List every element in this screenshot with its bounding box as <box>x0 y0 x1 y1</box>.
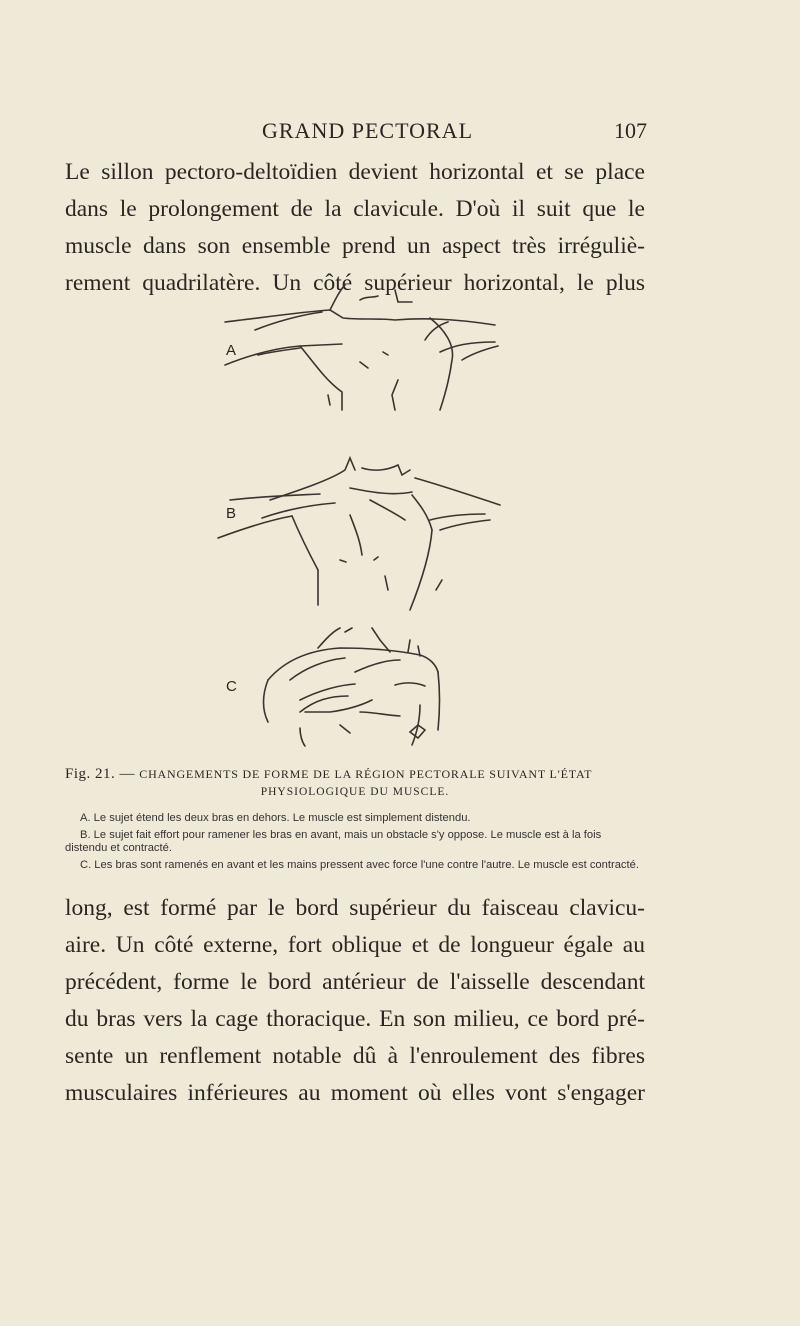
text-line: sente un renflement notable dû à l'enroulement des fibres <box>65 1043 645 1069</box>
text-line: aire. Un côté externe, fort oblique et de longueur égale au <box>65 932 645 958</box>
caption-prefix: Fig. 21. — <box>65 766 140 782</box>
figure-c-drawing <box>264 628 440 746</box>
caption-title-text: CHANGEMENTS DE FORME DE LA RÉGION PECTORALE SUIVANT L'ÉTAT <box>139 767 593 781</box>
figure-a-drawing <box>225 285 498 410</box>
text-line: muscle dans son ensemble prend un aspect très irréguliè- <box>65 233 645 259</box>
page-number: 107 <box>614 118 647 143</box>
text-line: musculaires inférieures au moment où elles vont s'engager <box>65 1080 645 1106</box>
legend-item-a: A. Le sujet étend les deux bras en dehors. Le muscle est simplement distendu. <box>80 812 471 824</box>
figure-label-c: C <box>226 678 237 695</box>
caption-subtitle: PHYSIOLOGIQUE DU MUSCLE. <box>260 786 450 798</box>
figure-caption <box>65 765 645 801</box>
figure-b-drawing <box>218 458 500 610</box>
paragraph-bottom <box>65 890 645 1112</box>
text-line: rement quadrilatère. Un côté supérieur horizontal, le plus <box>65 270 645 296</box>
legend-item-b: B. Le sujet fait effort pour ramener les bras en avant, mais un obstacle s'y oppose. Le muscle est à la fois distendu et contracté. <box>65 828 602 854</box>
text-line: Le sillon pectoro-deltoïdien devient horizontal et se place <box>65 159 645 185</box>
text-line: du bras vers la cage thoracique. En son milieu, ce bord pré- <box>65 1006 645 1032</box>
running-title: GRAND PECTORAL <box>262 118 474 143</box>
text-line: dans le prolongement de la clavicule. D'où il suit que le <box>65 196 645 222</box>
figure-legend <box>65 812 645 875</box>
legend-item-c: C. Les bras sont ramenés en avant et les mains pressent avec force l'une contre l'autre. Le muscle est contracté. <box>80 858 639 871</box>
text-line: long, est formé par le bord supérieur du faisceau clavicu- <box>65 895 645 921</box>
figure-label-a: A <box>226 342 237 359</box>
caption-title <box>65 765 645 783</box>
text-line: précédent, forme le bord antérieur de l'aisselle descendant <box>65 969 645 995</box>
figure-label-b: B <box>226 505 237 522</box>
